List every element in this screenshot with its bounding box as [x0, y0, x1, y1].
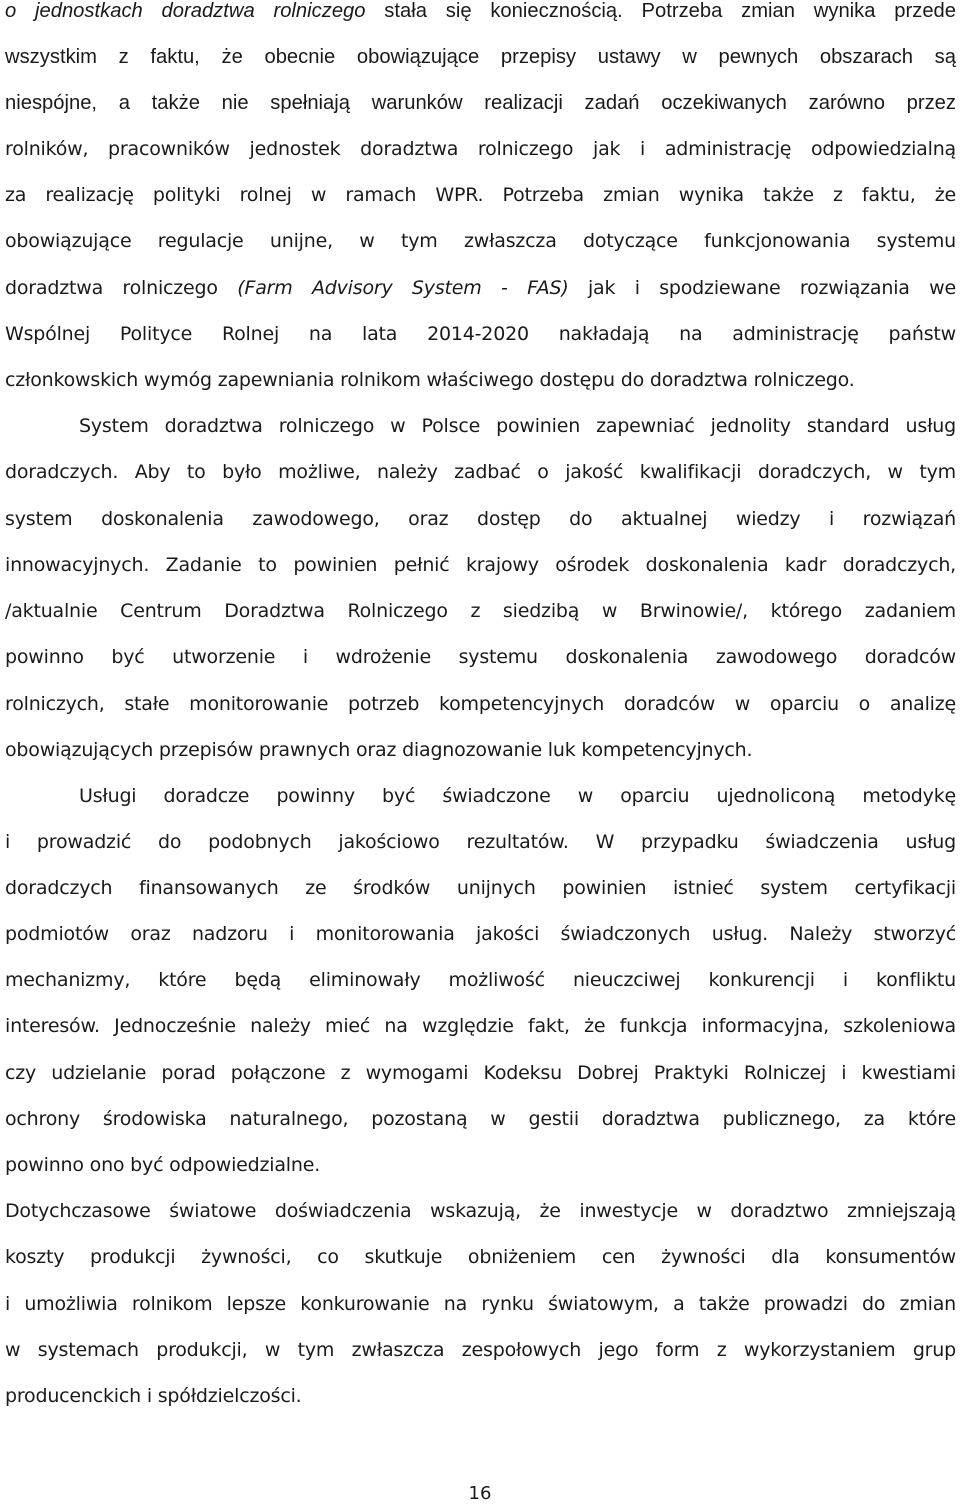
text-run: wszystkim z faktu, że obecnie obowiązujące przepisy ustawy w pewnych obszarach są — [5, 46, 956, 68]
text-run: Wspólnej Polityce Rolnej na lata 2014-2020 nakładają na administrację państw — [5, 323, 956, 345]
text-run: system doskonalenia zawodowego, oraz dostęp do aktualnej wiedzy i rozwiązań — [5, 508, 956, 530]
text-run: czy udzielanie porad połączone z wymogami Kodeksu Dobrej Praktyki Rolniczej i kwestiami — [5, 1062, 956, 1084]
text-line — [5, 0, 956, 34]
text-line — [5, 681, 956, 727]
text-line — [5, 1142, 956, 1188]
text-run: interesów. Jednocześnie należy mieć na względzie fakt, że funkcja informacyjna, szkoleniowa — [5, 1015, 956, 1037]
text-run: rolników, pracowników jednostek doradztwa rolniczego jak i administrację odpowiedzialną — [5, 138, 956, 160]
text-run: innowacyjnych. Zadanie to powinien pełnić krajowy ośrodek doskonalenia kadr doradczych, — [5, 554, 956, 576]
text-line — [5, 403, 956, 449]
text-run: mechanizmy, które będą eliminowały możliwość nieuczciwej konkurencji i konfliktu — [5, 969, 956, 991]
text-run: jak i spodziewane rozwiązania we — [568, 277, 956, 299]
text-run: za realizację polityki rolnej w ramach WPR. Potrzeba zmian wynika także z faktu, że — [5, 184, 956, 206]
text-line — [5, 1096, 956, 1142]
text-line — [5, 357, 956, 403]
text-line — [5, 957, 956, 1003]
text-line — [5, 311, 956, 357]
text-line — [5, 865, 956, 911]
text-line — [5, 218, 956, 264]
text-run: koszty produkcji żywności, co skutkuje obniżeniem cen żywności dla konsumentów — [5, 1246, 956, 1268]
text-run: i prowadzić do podobnych jakościowo rezultatów. W przypadku świadczenia usług — [5, 831, 956, 853]
text-line — [5, 126, 956, 172]
text-run: Dotychczasowe światowe doświadczenia wskazują, że inwestycje w doradztwo zmniejszają — [5, 1200, 956, 1222]
text-line — [5, 588, 956, 634]
text-line — [5, 1188, 956, 1234]
text-run: /aktualnie Centrum Doradztwa Rolniczego z siedzibą w Brwinowie/, którego zadaniem — [5, 600, 956, 622]
text-line — [5, 172, 956, 218]
text-run: niespójne, a także nie spełniają warunków realizacji zadań oczekiwanych zarówno przez — [5, 92, 956, 114]
text-run: rolniczych, stałe monitorowanie potrzeb kompetencyjnych doradców w oparciu o analizę — [5, 693, 956, 715]
italic-text: o jednostkach doradztwa rolniczego — [5, 0, 366, 22]
text-line — [5, 773, 956, 819]
text-run: stała się koniecznością. Potrzeba zmian wynika przede — [365, 0, 957, 22]
text-run: ochrony środowiska naturalnego, pozostaną w gestii doradztwa publicznego, za które — [5, 1108, 956, 1130]
text-line — [5, 542, 956, 588]
italic-text: (Farm Advisory System - FAS) — [237, 277, 569, 299]
text-line — [5, 819, 956, 865]
text-line — [5, 496, 956, 542]
text-run: doradztwa rolniczego — [5, 277, 238, 299]
text-run: Usługi doradcze powinny być świadczone w oparciu ujednoliconą metodykę — [79, 785, 956, 807]
text-run: podmiotów oraz nadzoru i monitorowania jakości świadczonych usług. Należy stworzyć — [5, 923, 956, 945]
text-run: i umożliwia rolnikom lepsze konkurowanie na rynku światowym, a także prowadzi do zmian — [5, 1293, 956, 1315]
text-run: producenckich i spółdzielczości. — [5, 1385, 302, 1407]
text-line — [5, 1327, 956, 1373]
text-run: doradczych finansowanych ze środków unijnych powinien istnieć system certyfikacji — [5, 877, 956, 899]
text-run: w systemach produkcji, w tym zwłaszcza zespołowych jego form z wykorzystaniem grup — [5, 1339, 956, 1361]
text-run: powinno ono być odpowiedzialne. — [5, 1154, 321, 1176]
text-line — [5, 34, 956, 80]
text-line — [5, 1003, 956, 1049]
text-line — [5, 1050, 956, 1096]
text-run: System doradztwa rolniczego w Polsce powinien zapewniać jednolity standard usług — [79, 415, 956, 437]
text-run: doradczych. Aby to było możliwe, należy zadbać o jakość kwalifikacji doradczych, w tym — [5, 461, 956, 483]
text-run: obowiązujących przepisów prawnych oraz diagnozowanie luk kompetencyjnych. — [5, 739, 753, 761]
text-run: obowiązujące regulacje unijne, w tym zwłaszcza dotyczące funkcjonowania systemu — [5, 230, 956, 252]
text-run: powinno być utworzenie i wdrożenie systemu doskonalenia zawodowego doradców — [5, 646, 956, 668]
text-line — [5, 265, 956, 311]
text-line — [5, 80, 956, 126]
text-line — [5, 727, 956, 773]
text-line — [5, 1373, 956, 1419]
text-line — [5, 449, 956, 495]
text-run: członkowskich wymóg zapewniania rolnikom właściwego dostępu do doradztwa rolniczego. — [5, 369, 855, 391]
text-line — [5, 1281, 956, 1327]
text-line — [5, 1234, 956, 1280]
page-number: 16 — [468, 1483, 492, 1504]
text-line — [5, 634, 956, 680]
text-line — [5, 911, 956, 957]
